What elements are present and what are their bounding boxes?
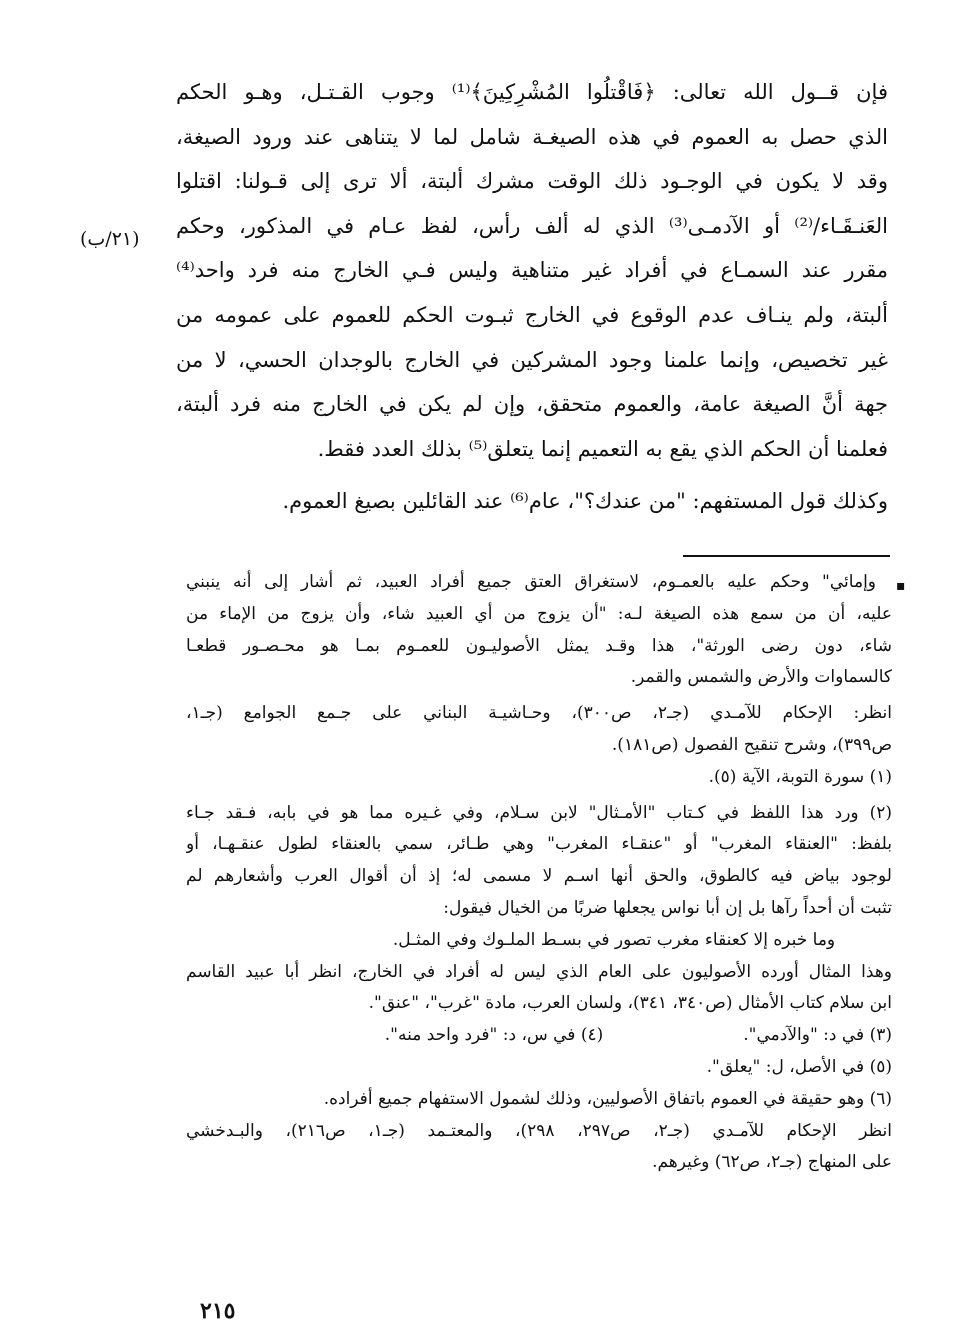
- body-line: جهة أنَّ الصيغة عامة، والعموم متحقق، وإن لم يكن في الخارج منه فرد ألبتة،: [176, 392, 888, 417]
- footnote-line: (٥) في الأصل، ل: "يعلق".: [706, 1056, 892, 1077]
- footnote-line: بلفظ: "العنقاء المغرب" أو "عنقـاء المغرب" وهي طـائر، سمي بالعنقاء لطول عنقـهـا، أو: [186, 834, 892, 855]
- poetry-verse: وما خبره إلا كعنقاء مغرب تصور في بسـط الملـوك وفي المثـل.: [392, 929, 836, 950]
- footnote-line: انظر الإحكام للآمـدي (جـ٢، ص٢٩٧، ٢٩٨)، والمعتـمد (جـ١، ص٢١٦)، والبـدخشي: [186, 1120, 892, 1141]
- footnote-line: لوجود بياض فيه كالطوق، والحق أنها اسـم لا مسمى له؛ إذ أن أقوال العرب وأشعارهم لم: [186, 866, 892, 887]
- body-line: فعلمنا أن الحكم الذي يقع به التعميم إنما يتعلق⁽⁵⁾ بذلك العدد فقط.: [317, 436, 888, 461]
- body-line: وكذلك قول المستفهم: "من عندك؟"، عام⁽⁶⁾ عند القائلين بصيغ العموم.: [282, 489, 888, 514]
- footnote-line: كالسماوات والأرض والشمس والقمر.: [630, 667, 892, 688]
- footnote-line: (٦) وهو حقيقة في العموم باتفاق الأصوليين، وذلك لشمول الاستفهام جميع أفراده.: [323, 1088, 892, 1109]
- body-line: فإن قــول الله تعالى: ﴿فَاقْتلُوا المُشْرِكِينَ﴾⁽¹⁾ وجوب القـتـل، وهـو الحكم: [176, 80, 888, 104]
- footnote-line: (٢) ورد هذا اللفظ في كـتاب "الأمـثال" لابن سـلام، وفي غـيره مما هو في بابه، فـقد جـاء: [186, 802, 892, 823]
- page-number: ٢١٥: [200, 1298, 236, 1324]
- main-text: [176, 70, 888, 524]
- footnote-line: شاء، دون رضى الورثة"، هذا وقـد يمثل الأصوليـون للعمـوم بمـا هو محـصـور قطعـا: [186, 635, 892, 656]
- footnotes: [186, 567, 892, 1179]
- footnote-line-pair: [186, 1020, 892, 1052]
- body-line: وقد لا يكون في الوجـود ذلك الوقت مشرك ألبتة، ألا ترى إلى قـولنا: اقتلوا: [176, 169, 888, 194]
- footnote-line: تثبت أن أحداً رآها بل إن أبا نواس يجعلها ضربًا من الخيال فيقول:: [443, 897, 892, 918]
- footnote-line: انظر: الإحكام للآمـدي (جـ٢، ص٣٠٠)، وحـاشيـة البناني على جـمع الجوامع (جـ١،: [186, 703, 892, 724]
- body-line: ألبتة، ولم ينـاف عدم الوقوع في الخارج ثبـوت الحكم للعموم على عمومه من: [176, 302, 888, 327]
- footnote-4: (٤) في س، د: "فرد واحد منه".: [384, 1025, 604, 1046]
- footnote-line: عليه، أن من سمع هذه الصيغة لـه: "أن يزوج من أي العبيد شاء، وأن يزوج من الإماء من: [186, 603, 892, 624]
- folio-margin-note: (٢١/ب): [80, 228, 140, 250]
- footnote-line: وإمائي" وحكم عليه بالعمـوم، لاستغراق العتق جميع أفراد العبيد، ثم أشار إلى أنه ينبني: [186, 572, 876, 592]
- body-line: غير تخصيص، وإنما علمنا وجود المشركين في الخارج بالوجدان الحسي، لا من: [176, 347, 888, 372]
- footnote-line: على المنهاج (جـ٢، ص٦٢) وغيرهم.: [652, 1152, 892, 1173]
- footnote-divider: [683, 555, 890, 557]
- footnote-line: ابن سلام كتاب الأمثال (ص٣٤٠، ٣٤١)، ولسان العرب، مادة "غرب"، "عنق".: [368, 993, 892, 1014]
- footnote-line: (١) سورة التوبة، الآية (٥).: [708, 766, 892, 787]
- body-line: العَنـقَـاء/⁽²⁾ أو الآدمـى⁽³⁾ الذي له ألف رأس، لفظ عـام في المذكور، وحكم: [176, 213, 888, 238]
- body-line: الذي حصل به العموم في هذه الصيغـة شامل لما لا يتناهى عند ورود الصيغة،: [176, 124, 888, 149]
- footnote-line: وهذا المثال أورده الأصوليون على العام الذي ليس له أفراد في الخارج، انظر أبا عبيد القاسم: [186, 961, 892, 982]
- footnote-line: ص٣٩٩)، وشرح تنقيح الفصول (ص١٨١).: [611, 734, 892, 755]
- body-line: مقرر عند السمـاع في أفراد غير متناهية وليس فـي الخارج منه فرد واحد⁽⁴⁾: [176, 258, 888, 283]
- bullet-icon: ▪: [896, 578, 906, 594]
- footnote-3: (٣) في د: "والآدمي".: [743, 1025, 892, 1046]
